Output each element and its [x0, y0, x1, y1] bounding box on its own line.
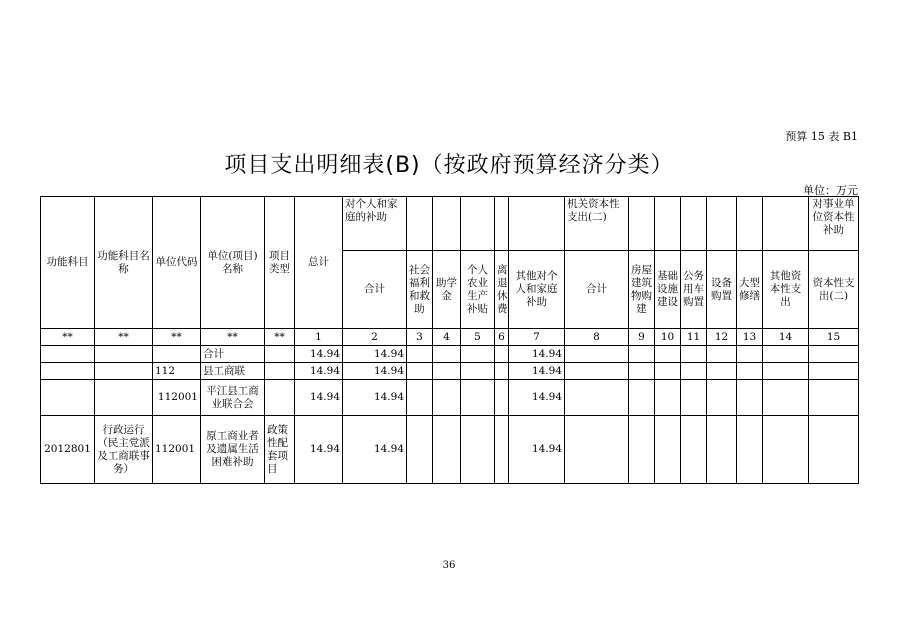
index-cell: 8: [565, 329, 629, 346]
cell-type: [265, 346, 295, 363]
table-row: [41, 416, 859, 484]
expenditure-table: [40, 196, 859, 484]
col-header-project-type: 项目类型: [265, 197, 295, 329]
index-cell: 5: [461, 329, 495, 346]
cell-other-personal: 14.94: [509, 380, 565, 416]
index-cell: **: [201, 329, 265, 346]
cell-unit-name: 平江县工商业联合会: [201, 380, 265, 416]
cell-subtotal: 14.94: [343, 346, 407, 363]
cell-other-personal: 14.94: [509, 363, 565, 380]
index-cell: 6: [495, 329, 509, 346]
cell-code: 2012801: [41, 416, 95, 484]
col-header-other-personal: 其他对个人和家庭补助: [509, 251, 565, 329]
group-header-empty: [737, 197, 763, 251]
index-cell: 13: [737, 329, 763, 346]
cell-total: 14.94: [295, 363, 343, 380]
col-header-other-capital: 其他资本性支出: [763, 251, 809, 329]
group-header-empty: [433, 197, 461, 251]
index-cell: 12: [707, 329, 737, 346]
page-number: 36: [442, 560, 456, 571]
col-header-func-subject-name: 功能科目名称: [95, 197, 153, 329]
col-header-repair: 大型修缮: [737, 251, 763, 329]
group-header-empty: [763, 197, 809, 251]
cell-unit-code: [153, 346, 201, 363]
group-header-empty: [495, 197, 509, 251]
unit-label: 单位：万元: [803, 184, 858, 197]
group-header-empty: [707, 197, 737, 251]
col-header-subtotal: 合计: [343, 251, 407, 329]
index-cell: **: [41, 329, 95, 346]
cell-unit-code: 112001: [153, 416, 201, 484]
cell-code: [41, 346, 95, 363]
col-header-social-welfare: 社会福利和救助: [407, 251, 433, 329]
col-header-building: 房屋建筑物购建: [629, 251, 655, 329]
cell-other-personal: 14.94: [509, 346, 565, 363]
index-cell: 3: [407, 329, 433, 346]
index-cell: **: [265, 329, 295, 346]
index-cell: 2: [343, 329, 407, 346]
group-header-empty: [461, 197, 495, 251]
cell-name: [95, 380, 153, 416]
table-row: [41, 363, 859, 380]
group-header-empty: [407, 197, 433, 251]
cell-name: [95, 363, 153, 380]
cell-total: 14.94: [295, 380, 343, 416]
form-code: 预算 15 表 B1: [785, 130, 858, 143]
index-cell: 15: [809, 329, 859, 346]
group-header-empty: [655, 197, 681, 251]
group-header-empty: [509, 197, 565, 251]
table-row: [41, 380, 859, 416]
group-header-empty: [681, 197, 707, 251]
col-header-equipment: 设备购置: [707, 251, 737, 329]
cell-type: 政策性配套项目: [265, 416, 295, 484]
col-header-unit-code: 单位代码: [153, 197, 201, 329]
cell-total: 14.94: [295, 416, 343, 484]
group-header-empty: [629, 197, 655, 251]
cell-unit-name: 原工商业者及遗属生活困难补助: [201, 416, 265, 484]
col-header-infrastructure: 基础设施建设: [655, 251, 681, 329]
index-cell: 10: [655, 329, 681, 346]
index-cell: 7: [509, 329, 565, 346]
col-header-retirement: 离退休费: [495, 251, 509, 329]
cell-code: [41, 363, 95, 380]
index-row: [41, 329, 859, 346]
page-title: 项目支出明细表(B)（按政府预算经济分类）: [224, 153, 674, 178]
col-header-agri-subsidy: 个人农业生产补贴: [461, 251, 495, 329]
table-row: [41, 346, 859, 363]
cell-unit-code: 112: [153, 363, 201, 380]
index-cell: **: [153, 329, 201, 346]
group-header-personal: 对个人和家庭的补助: [343, 197, 407, 251]
col-header-total: 总计: [295, 197, 343, 329]
cell-type: [265, 363, 295, 380]
cell-code: [41, 380, 95, 416]
index-cell: 14: [763, 329, 809, 346]
index-cell: 11: [681, 329, 707, 346]
group-header-capital-gov: 机关资本性支出(二): [565, 197, 629, 251]
cell-subtotal: 14.94: [343, 416, 407, 484]
col-header-func-subject: 功能科目: [41, 197, 95, 329]
cell-type: [265, 380, 295, 416]
cell-total: 14.94: [295, 346, 343, 363]
index-cell: **: [95, 329, 153, 346]
cell-unit-code: 112001: [153, 380, 201, 416]
index-cell: 9: [629, 329, 655, 346]
cell-name: 行政运行（民主党派及工商联事务）: [95, 416, 153, 484]
cell-subtotal: 14.94: [343, 363, 407, 380]
col-header-unit-name: 单位(项目)名称: [201, 197, 265, 329]
col-header-grant: 助学金: [433, 251, 461, 329]
cell-subtotal: 14.94: [343, 380, 407, 416]
cell-name: [95, 346, 153, 363]
col-header-subtotal2: 合计: [565, 251, 629, 329]
col-header-vehicle: 公务用车购置: [681, 251, 707, 329]
group-header-capital-inst: 对事业单位资本性补助: [809, 197, 859, 251]
index-cell: 4: [433, 329, 461, 346]
index-cell: 1: [295, 329, 343, 346]
col-header-capital2: 资本性支出(二): [809, 251, 859, 329]
cell-other-personal: 14.94: [509, 416, 565, 484]
cell-unit-name: 县工商联: [201, 363, 265, 380]
cell-unit-name: 合计: [201, 346, 265, 363]
